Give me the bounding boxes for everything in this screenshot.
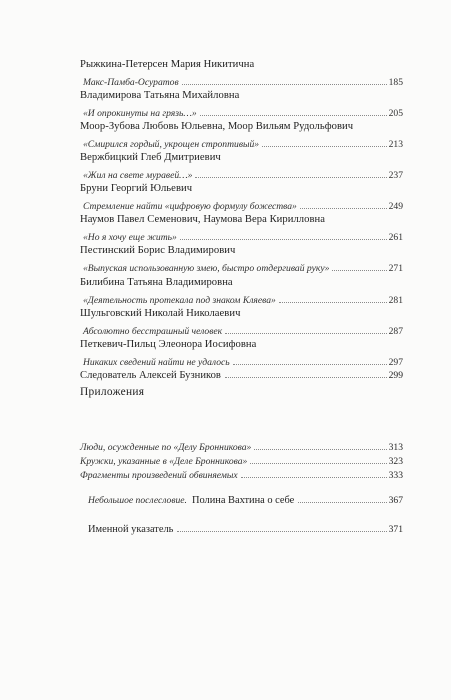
entry-title: «Но я хочу еще жить»: [83, 232, 177, 243]
entry-author: Пестинский Борис Владимирович: [80, 245, 236, 256]
dot-leader: [200, 115, 387, 116]
entry-author: Рыжкина-Петерсен Мария Никитична: [80, 59, 255, 70]
appendix-item-page: 313: [388, 442, 403, 453]
dot-leader: [225, 377, 387, 378]
toc-entry: [80, 338, 403, 369]
appendix-item: [80, 470, 403, 482]
afterword-page: 367: [388, 495, 403, 506]
dot-leader: [225, 333, 386, 334]
afterword-title: Небольшое послесловие.: [88, 495, 187, 506]
toc-entry: [80, 120, 403, 151]
afterword-author: Полина Вахтина о себе: [191, 495, 295, 506]
toc-entry: [80, 151, 403, 182]
afterword-row: [88, 495, 403, 506]
entry-author: Петкевич-Пильц Элеонора Иосифовна: [80, 339, 257, 350]
dot-leader: [241, 477, 387, 478]
entry-title-row: [80, 201, 403, 213]
entry-title: Абсолютно бесстрашный человек: [83, 326, 223, 337]
dot-leader: [300, 208, 387, 209]
appendix-item-title: Люди, осужденные по «Делу Бронникова»: [80, 442, 252, 453]
entry-page: 261: [388, 232, 403, 243]
entry-title-row: [80, 326, 403, 338]
entry-author: Билибина Татьяна Владимировна: [80, 277, 233, 288]
entry-title-row: [80, 77, 403, 89]
entry-page: 213: [388, 139, 403, 150]
appendix-item: [80, 456, 403, 468]
appendix-item-page: 333: [388, 470, 403, 481]
entry-page: 281: [388, 295, 403, 306]
dot-leader: [250, 463, 386, 464]
entry-title-row: [80, 357, 403, 369]
toc-entry: [80, 89, 403, 120]
dot-leader: [254, 449, 386, 450]
appendix-item-title: Кружки, указанные в «Деле Бронникова»: [80, 456, 248, 467]
entry-author: Владимирова Татьяна Михайловна: [80, 90, 240, 101]
entry-page: 299: [388, 370, 403, 381]
dot-leader: [298, 502, 386, 503]
dot-leader: [279, 302, 387, 303]
entry-author: Шульговский Николай Николаевич: [80, 308, 241, 319]
toc-entry-investigator: [80, 370, 403, 381]
appendix-item-page: 323: [388, 456, 403, 467]
entry-page: 297: [388, 357, 403, 368]
appendix-item-title: Фрагменты произведений обвиняемых: [80, 470, 238, 481]
entry-title-row: [80, 108, 403, 120]
appendix-item: [80, 442, 403, 454]
toc-entry: [80, 276, 403, 307]
index-page: 371: [388, 524, 403, 535]
entry-title-row: [80, 263, 403, 275]
entry-author: Моор-Зубова Любовь Юльевна, Моор Вильям Рудольфович: [80, 121, 354, 132]
toc-entry: [80, 213, 403, 244]
entry-page: 237: [388, 170, 403, 181]
entry-title: «Деятельность протекала под знаком Кляева»: [83, 295, 276, 306]
entry-title: «Жил на свете муравей…»: [83, 170, 193, 181]
entry-page: 185: [388, 77, 403, 88]
appendix-heading: Приложения: [80, 386, 145, 398]
entry-page: 287: [388, 326, 403, 337]
entry-author: Бруни Георгий Юльевич: [80, 183, 193, 194]
dot-leader: [233, 364, 387, 365]
toc-entry: [80, 58, 403, 89]
entry-title: «И опрокинуты на грязь…»: [83, 108, 197, 119]
toc-entry: [80, 307, 403, 338]
entry-title-row: [80, 232, 403, 244]
dot-leader: [262, 146, 387, 147]
dot-leader: [182, 84, 387, 85]
toc-entry: [80, 182, 403, 213]
index-row: [88, 524, 403, 535]
entry-title-row: [80, 139, 403, 151]
entry-author: Вержбицкий Глеб Дмитриевич: [80, 152, 221, 163]
entry-page: 205: [388, 108, 403, 119]
entry-page: 249: [388, 201, 403, 212]
entry-title: «Выпуская использованную змею, быстро отдергивай руку»: [83, 263, 330, 274]
entry-title: Стремление найти «цифровую формулу божества»: [83, 201, 297, 212]
dot-leader: [177, 531, 386, 532]
toc-entry: [80, 244, 403, 275]
dot-leader: [195, 177, 386, 178]
entry-author: Наумов Павел Семенович, Наумова Вера Кирилловна: [80, 214, 326, 225]
entry-title: Макс-Памба-Осуратов: [83, 77, 179, 88]
dot-leader: [180, 239, 387, 240]
entry-page: 271: [388, 263, 403, 274]
dot-leader: [332, 270, 386, 271]
entry-title: «Смирился гордый, укрощен строптивый»: [83, 139, 260, 150]
index-title: Именной указатель: [88, 524, 174, 535]
entry-title: Никаких сведений найти не удалось: [83, 357, 230, 368]
entry-title-row: [80, 170, 403, 182]
entry-title-row: [80, 295, 403, 307]
entry-author: Следователь Алексей Бузников: [80, 370, 221, 381]
